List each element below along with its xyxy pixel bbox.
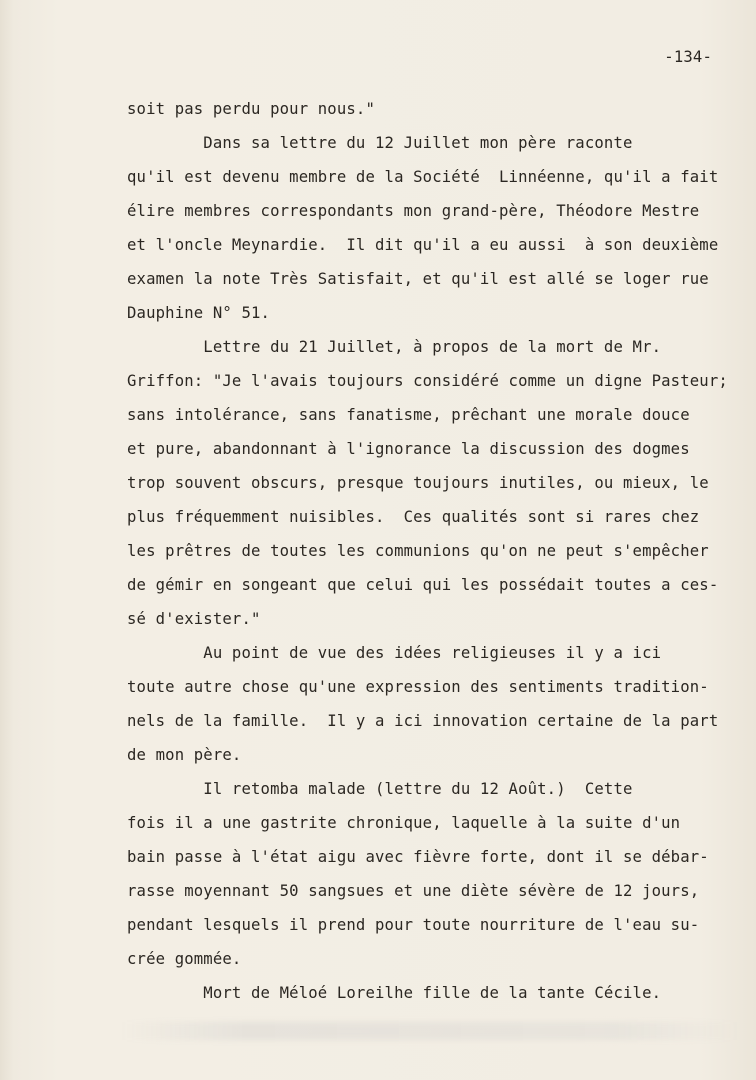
text-line: fois il a une gastrite chronique, laquelle à la suite d'un (127, 814, 681, 832)
text-line: nels de la famille. Il y a ici innovation certaine de la part (127, 712, 719, 730)
text-line: Mort de Méloé Loreilhe fille de la tante Cécile. (127, 984, 662, 1002)
text-line: Dans sa lettre du 12 Juillet mon père raconte (127, 134, 633, 152)
text-line: et pure, abandonnant à l'ignorance la discussion des dogmes (127, 440, 690, 458)
text-line: et l'oncle Meynardie. Il dit qu'il a eu aussi à son deuxième (127, 236, 719, 254)
text-line: Il retomba malade (lettre du 12 Août.) Cette (127, 780, 633, 798)
text-line: élire membres correspondants mon grand-père, Théodore Mestre (127, 202, 700, 220)
text-line: pendant lesquels il prend pour toute nourriture de l'eau su- (127, 916, 700, 934)
text-line: examen la note Très Satisfait, et qu'il est allé se loger rue (127, 270, 709, 288)
text-line: Griffon: "Je l'avais toujours considéré comme un digne Pasteur; (127, 372, 728, 390)
text-line: Lettre du 21 Juillet, à propos de la mort de Mr. (127, 338, 662, 356)
text-line: qu'il est devenu membre de la Société Linnéenne, qu'il a fait (127, 168, 719, 186)
text-line: rasse moyennant 50 sangsues et une diète sévère de 12 jours, (127, 882, 700, 900)
text-line: soit pas perdu pour nous." (127, 100, 375, 118)
page-number: -134- (664, 48, 712, 66)
text-line: Dauphine N° 51. (127, 304, 271, 322)
text-line: de gémir en songeant que celui qui les possédait toutes a ces- (127, 576, 719, 594)
bleed-through-text (120, 1022, 740, 1040)
text-line: de mon père. (127, 746, 242, 764)
text-line: sans intolérance, sans fanatisme, prêchant une morale douce (127, 406, 690, 424)
text-line: les prêtres de toutes les communions qu'on ne peut s'empêcher (127, 542, 709, 560)
text-line: plus fréquemment nuisibles. Ces qualités sont si rares chez (127, 508, 700, 526)
text-line: bain passe à l'état aigu avec fièvre forte, dont il se débar- (127, 848, 709, 866)
text-line: crée gommée. (127, 950, 242, 968)
text-line: Au point de vue des idées religieuses il y a ici (127, 644, 662, 662)
text-line: toute autre chose qu'une expression des sentiments tradition- (127, 678, 709, 696)
text-line: trop souvent obscurs, presque toujours inutiles, ou mieux, le (127, 474, 709, 492)
text-line: sé d'exister." (127, 610, 261, 628)
